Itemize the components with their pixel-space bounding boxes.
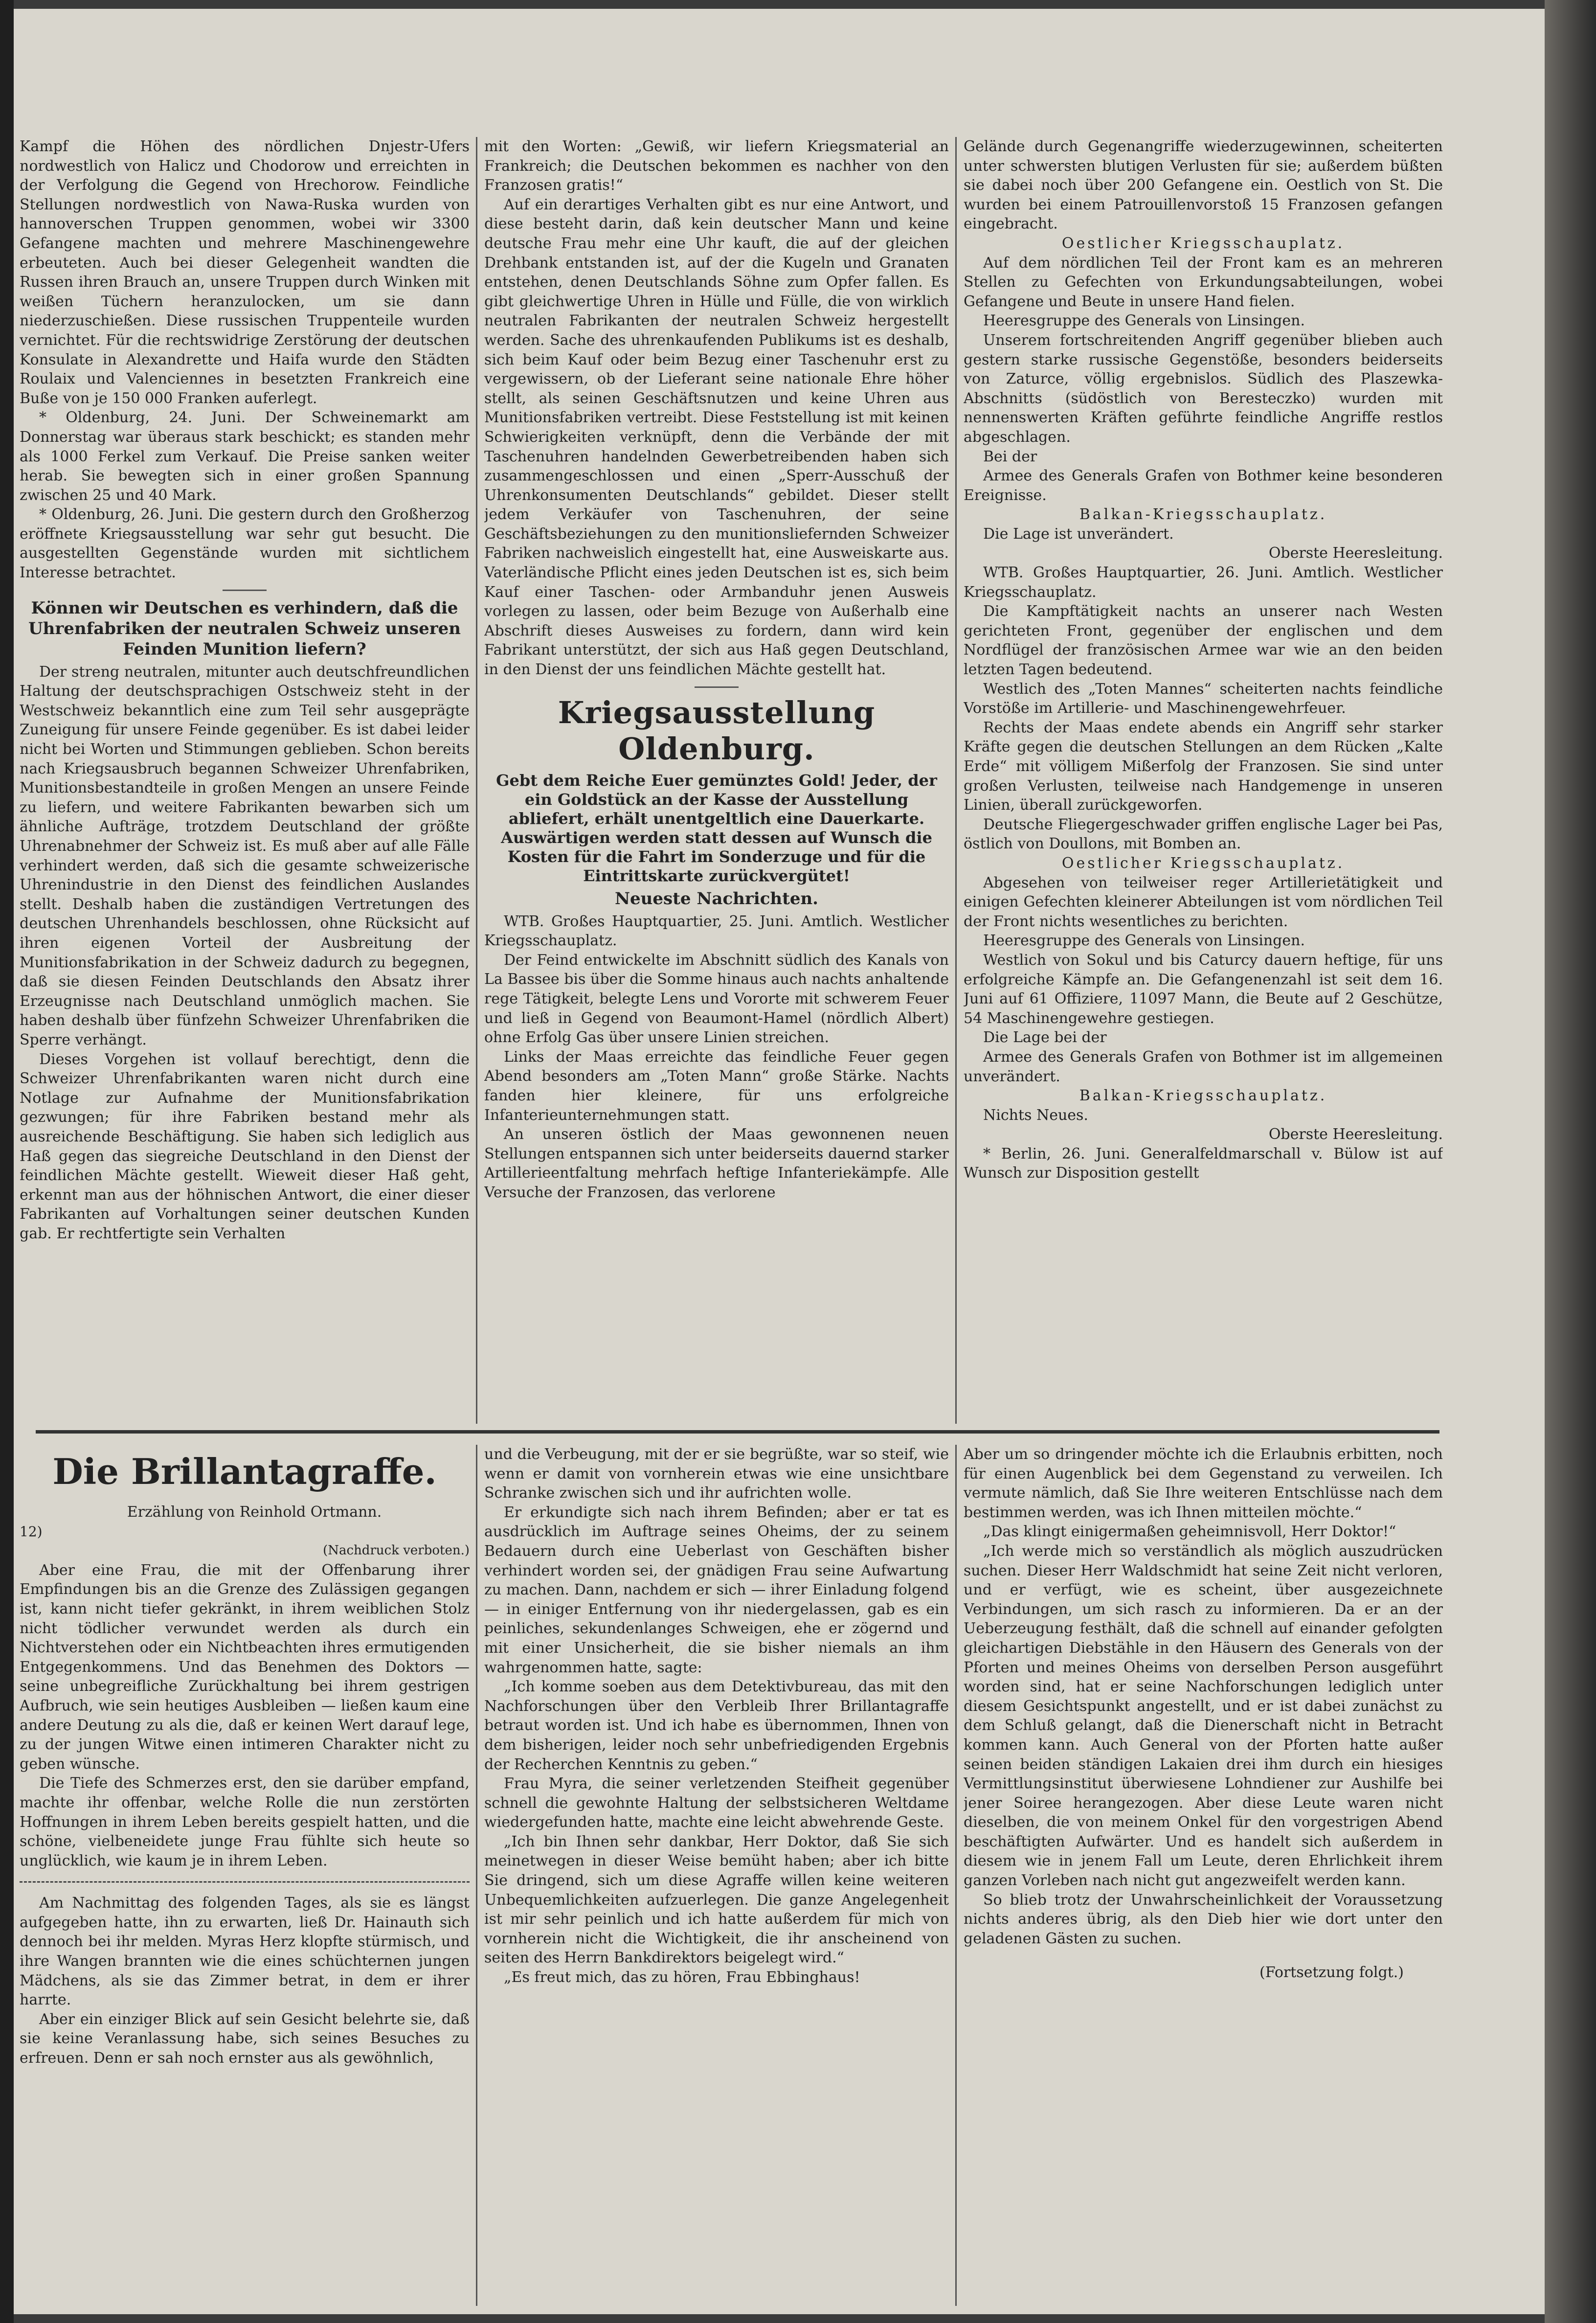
paragraph: Deutsche Fliegergeschwader griffen englische Lager bei Pas, östlich von Doullons, mit Bomben an.	[964, 816, 1443, 853]
paragraph: Am Nachmittag des folgenden Tages, als sie es längst aufgegeben hatte, ihn zu erwarten, ließ Dr. Hainauth sich dennoch bei ihr melden. Myras Herz klopfte stürmisch, und ihre Wangen brannten wie die eines schüchternen jungen Mädchens, als sie das Zimmer betrat, in dem er ihrer harrte.	[20, 1894, 470, 2009]
column-rule	[476, 1445, 477, 2306]
instalment-number: 12)	[20, 1523, 43, 1540]
feuilleton-separator	[36, 1430, 1439, 1434]
section-heading: Oestlicher Kriegsschauplatz.	[1061, 234, 1345, 252]
paragraph: Auf dem nördlichen Teil der Front kam es an mehreren Stellen zu Gefechten von Erkundungsabteilungen, wobei Gefangene und Beute in unsere Hand fielen.	[964, 254, 1443, 310]
paragraph: „Ich bin Ihnen sehr dankbar, Herr Doktor, daß Sie sich meinetwegen in dieser Weise bemüht haben; aber ich bitte Sie dringend, sich um diese Agraffe willen keine weiteren Unbequemlichkeiten aufzuerlegen. Die ganze Angelegenheit ist mir sehr peinlich und ich hatte außerdem für mich von vornherein nicht die Wichtigkeit, die ihr anscheinend von seiten des Herrn Bankdirektors beigelegt wird.“	[484, 1833, 949, 1967]
paragraph: „Das klingt einigermaßen geheimnisvoll, Herr Doktor!“	[983, 1523, 1396, 1541]
to-be-continued: (Fortsetzung folgt.)	[1259, 1964, 1404, 1981]
paragraph: Die Lage bei der	[983, 1029, 1107, 1047]
paragraph: mit den Worten: „Gewiß, wir liefern Kriegsmaterial an Frankreich; die Deutschen bekommen es nachher von den Franzosen gratis!“	[484, 138, 949, 194]
paragraph: „Ich komme soeben aus dem Detektivbureau, das mit den Nachforschungen über den Verbleib Ihrer Brillantagraffe betraut worden ist. Und ich habe es übernommen, Ihnen von dem bisherigen, leider noch sehr unbefriedigenden Ergebnis der Recherchen Kenntnis zu geben.“	[484, 1678, 949, 1773]
paragraph: Die Kampftätigkeit nachts an unserer nach Westen gerichteten Front, gegenüber der englischen und dem Nordflügel der französischen Armee war wie an den beiden letzten Tagen bedeutend.	[964, 603, 1443, 679]
paragraph: Aber eine Frau, die mit der Offenbarung ihrer Empfindungen bis an die Grenze des Zulässigen gegangen ist, kann nicht tiefer gekränkt, in ihrem weiblichen Stolz nicht tödlicher verwundet werden als durch ein Nichtverstehen oder ein Nichtbeachten ihres ermutigenden Entgegenkommens. Und das Benehmen des Doktors — seine unbegreifliche Zurückhaltung bei ihrem gestrigen Aufbruch, wie sein heutiges Ausbleiben — ließen kaum eine andere Deutung zu als die, daß er keinen Wert darauf lege, zu der jungen Witwe einen intimeren Charakter nicht zu geben wünsche.	[20, 1561, 470, 1773]
paragraph: Links der Maas erreichte das feindliche Feuer gegen Abend besonders am „Toten Mann“ große Stärke. Nachts fanden hier kleinere, für uns erfolgreiche Infanterieunternehmungen statt.	[484, 1048, 949, 1124]
divider	[695, 686, 739, 688]
paragraph: Armee des Generals Grafen von Bothmer ist im allgemeinen unverändert.	[964, 1048, 1443, 1085]
signature: Oberste Heeresleitung.	[1268, 545, 1443, 562]
divider	[223, 590, 267, 591]
paragraph: Der Feind entwickelte im Abschnitt südlich des Kanals von La Bassee bis über die Somme hinaus auch nachts anhaltende rege Tätigkeit, belegte Lens und Vororte mit schwerem Feuer und ließ in Gegend von Beaumont-Hamel (nördlich Albert) ohne Erfolg Gas über unsere Linien streichen.	[484, 951, 949, 1047]
paragraph: Kampf die Höhen des nördlichen Dnjestr-Ufers nordwestlich von Halicz und Chodorow und erreichten in der Verfolgung die Gegend von Hrechorow. Feindliche Stellungen nordwestlich von Nawa-Ruska wurden von hannoverschen Truppen genommen, wobei wir 3300 Gefangene machten und mehrere Maschinengewehre erbeuteten. Auch bei dieser Gelegenheit wandten die Russen ihren Brauch an, unsere Truppen durch Winken mit weißen Tüchern heranzulocken, um sie dann niederzuschießen. Diese russischen Truppenteile wurden vernichtet. Für die rechtswidrige Zerstörung der deutschen Konsulate in Alexandrette und Haifa wurde den Städten Roulaix und Valenciennes in besetzten Frankreich eine Buße von je 150 000 Franken auferlegt.	[20, 138, 470, 407]
top-column-3	[964, 137, 1443, 1429]
signature: Oberste Heeresleitung.	[1268, 1126, 1443, 1143]
paragraph: Frau Myra, die seiner verletzenden Steifheit gegenüber schnell die gewohnte Haltung der selbstsicheren Weltdame wiedergefunden hatte, machte eine leicht abwehrende Geste.	[484, 1775, 949, 1831]
paragraph: Heeresgruppe des Generals von Linsingen.	[983, 312, 1305, 330]
paragraph: Er erkundigte sich nach ihrem Befinden; aber er tat es ausdrücklich im Auftrage seines Oheims, der zu seinem Bedauern durch eine Ueberlast von Geschäften bisher verhindert worden sei, der gnädigen Frau seine Aufwartung zu machen. Dann, nachdem er sich — ihrer Einladung folgend — in einiger Entfernung von ihr niedergelassen, gab es ein peinliches, sekundenlanges Schweigen, ehe er zögernd und mit einer Unsicherheit, die sie bisher niemals an ihm wahrgenommen hatte, sagte:	[484, 1503, 949, 1676]
paragraph: Nichts Neues.	[983, 1106, 1088, 1124]
section-heading: Balkan-Kriegsschauplatz.	[1079, 506, 1327, 524]
paragraph: Bei der	[983, 448, 1037, 465]
paragraph: So blieb trotz der Unwahrscheinlichkeit der Voraussetzung nichts anderes übrig, als den Dieb hier wie dort unter den geladenen Gästen zu suchen.	[964, 1891, 1443, 1947]
paragraph: * Berlin, 26. Juni. Generalfeldmarschall v. Bülow ist auf Wunsch zur Disposition gestellt	[964, 1145, 1443, 1182]
paragraph: Westlich des „Toten Mannes“ scheiterten nachts feindliche Vorstöße im Artillerie- und Maschinengewehrfeuer.	[964, 680, 1443, 717]
feuilleton-column-3	[964, 1445, 1443, 2306]
paragraph: Dieses Vorgehen ist vollauf berechtigt, denn die Schweizer Uhrenfabrikanten waren nicht durch eine Notlage zur Aufnahme der Munitionsfabrikation gezwungen; für ihre Fabriken bestand mehr als ausreichende Beschäftigung. Sie haben sich lediglich aus Haß gegen das siegreiche Deutschland in den Dienst der feindlichen Mächte gestellt. Wieweit dieser Haß geht, erkennt man aus der höhnischen Antwort, die einer dieser Fabrikanten auf Vorhaltungen seiner deutschen Kunden gab. Er rechtfertigte sein Verhalten	[20, 1050, 470, 1242]
paragraph: Die Lage ist unverändert.	[983, 525, 1174, 543]
copyright-notice: (Nachdruck verboten.)	[323, 1543, 470, 1558]
paragraph: WTB. Großes Hauptquartier, 25. Juni. Amtlich. Westlicher Kriegsschauplatz.	[484, 912, 949, 950]
paragraph: Aber um so dringender möchte ich die Erlaubnis erbitten, noch für einen Augenblick bei dem Gegenstand zu verweilen. Ich vermute nämlich, daß Sie Ihre weiteren Entschlüsse nach dem bestimmen werden, was ich Ihnen mitteilen möchte.“	[964, 1446, 1443, 1521]
feuilleton-column-1	[20, 1445, 470, 2306]
paragraph: Die Tiefe des Schmerzes erst, den sie darüber empfand, machte ihr offenbar, welche Rolle die nun zerstörten Hoffnungen in ihrem Leben bereits gespielt hatten, und die schöne, vielbeneidete junge Frau fühlte sich heute so unglücklich, wie kaum je in ihrem Leben.	[20, 1775, 470, 1869]
newspaper-page	[14, 9, 1545, 2314]
paragraph: Unserem fortschreitenden Angriff gegenüber blieben auch gestern starke russische Gegenstöße, besonders beiderseits von Zaturce, völlig ergebnislos. Südlich des Plaszewka-Abschnitts (südöstlich von Beresteczko) wurden mit nennenswerten Kräften geführte feindliche Angriffe restlos abgeschlagen.	[964, 331, 1443, 446]
scan-right-edge	[1545, 0, 1596, 2323]
section-heading: Oestlicher Kriegsschauplatz.	[1061, 854, 1345, 872]
article-headline: Können wir Deutschen es verhindern, daß die Uhrenfabriken der neutralen Schweiz unseren Feinden Munition liefern?	[28, 598, 461, 659]
paragraph: * Oldenburg, 24. Juni. Der Schweinemarkt am Donnerstag war überaus stark beschickt; es standen mehr als 1000 Ferkel zum Verkauf. Die Preise sanken weiter herab. Sie bewegten sich in einer großen Spannung zwischen 25 und 40 Mark.	[20, 409, 470, 504]
paragraph: * Oldenburg, 26. Juni. Die gestern durch den Großherzog eröffnete Kriegsausstellung war sehr gut besucht. Die ausgestellten Gegenstände wurden mit sichtlichem Interesse betrachtet.	[20, 506, 470, 582]
exhibition-appeal: Gebt dem Reiche Euer gemünztes Gold! Jeder, der ein Goldstück an der Kasse der Ausstellung abliefert, erhält unentgeltlich eine Dauerkarte.	[496, 771, 937, 828]
dashed-divider	[20, 1881, 470, 1883]
column-rule	[955, 137, 957, 1424]
paragraph: Auf ein derartiges Verhalten gibt es nur eine Antwort, und diese besteht darin, daß kein deutscher Mann und keine deutsche Frau mehr eine Uhr kauft, die auf der gleichen Drehbank entstanden ist, auf der die Kugeln und Granaten entstehen, denen Deutschlands Söhne zum Opfer fallen. Es gibt gleichwertige Uhren in Hülle und Fülle, die von wirklich neutralen Fabrikanten der neutralen Schweiz hergestellt werden. Sache des uhrenkaufenden Publikums ist es deshalb, sich beim Kauf oder beim Bezug einer Taschenuhr erst zu vergewissern, ob der Lieferant seine nationale Ehre höher stellt, als seinen Geschäftsnutzen und keine Uhren aus Munitionsfabriken vertreibt. Diese Feststellung ist mit keinen Schwierigkeiten verknüpft, denn die Verbände der mit Taschenuhren handelnden Gewerbetreibenden haben sich zusammengeschlossen und einen „Sperr-Ausschuß der Uhrenkonsumenten Deutschlands“ gebildet. Dieser stellt jedem Verkäufer von Taschenuhren, der seine Geschäftsbeziehungen zu den munitionsliefernden Schweizer Fabriken nachweislich eingestellt hat, eine Ausweiskarte aus. Vaterländische Pflicht eines jeden Deutschen ist es, sich beim Kauf einer Taschen- oder Armbanduhr jenen Ausweis vorlegen zu lassen, oder beim Bezuge von Außerhalb eine Abschrift dieses Ausweises zu fordern, dann wird kein Fabrikant unterstützt, der sich aus Haß gegen Deutschland, in den Dienst der uns feindlichen Mächte gestellt hat.	[484, 196, 949, 679]
news-heading: Neueste Nachrichten.	[614, 888, 819, 909]
scan-left-edge	[0, 0, 14, 2323]
paragraph: Armee des Generals Grafen von Bothmer keine besonderen Ereignisse.	[964, 467, 1443, 504]
top-column-2	[484, 137, 949, 1429]
exhibition-title: Kriegsausstellung Oldenburg.	[558, 694, 876, 767]
paragraph: „Ich werde mich so verständlich als möglich auszudrücken suchen. Dieser Herr Waldschmidt hat seine Zeit nicht verloren, und er verfügt, wie es scheint, über ausgezeichnete Verbindungen, um sich rasch zu informieren. Da er an der Ueberzeugung festhält, daß die schnell auf einander gefolgten gleichartigen Diebstähle in den Häusern des Generals von der Pforten und meines Oheims von derselben Person ausgeführt worden sind, hat er seine Nachforschungen lediglich unter diesem Gesichtspunkt angestellt, und er ist dabei zunächst zu dem Schluß gelangt, daß die Dienerschaft nicht in Betracht kommen kann. Auch General von der Pforten hatte außer seinen beiden ständigen Lakaien drei ihm durch ein hiesiges Vermittlungsinstitut überwiesene Lohndiener zur Aushilfe bei jener Soiree herangezogen. Aber diese Leute waren nicht dieselben, die von meinem Onkel für den vorgestrigen Abend beschäftigten Aufwärter. Und es handelt sich außerdem in diesem wie in jenem Fall um Leute, deren Ehrlichkeit ihrem ganzen Vorleben nach nicht gut angezweifelt werden kann.	[964, 1542, 1443, 1890]
paragraph: An unseren östlich der Maas gewonnenen neuen Stellungen entspannen sich unter beiderseits dauernd starker Artillerieentfaltung mehrfach heftige Infanteriekämpfe. Alle Versuche der Franzosen, das verlorene	[484, 1126, 949, 1201]
exhibition-appeal: Auswärtigen werden statt dessen auf Wunsch die Kosten für die Fahrt im Sonderzuge und für die Eintrittskarte zurückvergütet!	[501, 828, 932, 885]
story-byline: Erzählung von Reinhold Ortmann.	[127, 1503, 382, 1521]
top-column-1	[20, 137, 470, 1429]
column-rule	[476, 137, 477, 1424]
paragraph: Aber ein einziger Blick auf sein Gesicht belehrte sie, daß sie keine Veranlassung habe, sich seines Besuches zu erfreuen. Denn er sah noch ernster aus als gewöhnlich,	[20, 2010, 470, 2067]
paragraph: WTB. Großes Hauptquartier, 26. Juni. Amtlich. Westlicher Kriegsschauplatz.	[964, 564, 1443, 601]
paragraph: Westlich von Sokul und bis Caturcy dauern heftige, für uns erfolgreiche Kämpfe an. Die Gefangenenzahl ist seit dem 16. Juni auf 61 Offiziere, 11097 Mann, die Beute auf 2 Geschütze, 54 Maschinengewehre gestiegen.	[964, 951, 1443, 1027]
story-title: Die Brillantagraffe.	[52, 1451, 437, 1492]
paragraph: Gelände durch Gegenangriffe wiederzugewinnen, scheiterten unter schwersten blutigen Verlusten für sie; außerdem büßten sie dabei noch über 200 Gefangene ein. Oestlich von St. Die wurden bei einem Patrouillenvorstoß 15 Franzosen gefangen eingebracht.	[964, 138, 1443, 233]
paragraph: „Es freut mich, das zu hören, Frau Ebbinghaus!	[504, 1969, 860, 1986]
paragraph: Rechts der Maas endete abends ein Angriff sehr starker Kräfte gegen die deutschen Stellungen an dem Rücken „Kalte Erde“ mit völligem Mißerfolg der Franzosen. Sie sind unter großen Verlusten, teilweise nach Handgemenge in unseren Linien, überall zurückgeworfen.	[964, 719, 1443, 814]
paragraph: und die Verbeugung, mit der er sie begrüßte, war so steif, wie wenn er damit von vornherein etwas wie eine unsichtbare Schranke zwischen sich und ihr aufrichten wolle.	[484, 1446, 949, 1502]
paragraph: Abgesehen von teilweiser reger Artillerietätigkeit und einigen Gefechten kleinerer Abteilungen ist vom nördlichen Teil der Front nichts wesentliches zu berichten.	[964, 874, 1443, 930]
paragraph: Der streng neutralen, mitunter auch deutschfreundlichen Haltung der deutschsprachigen Ostschweiz steht in der Westschweiz bekanntlich eine zum Teil sehr ausgeprägte Zuneigung für unsere Feinde gegenüber. Es ist dabei leider nicht bei Worten und Stimmungen geblieben. Schon bereits nach Kriegsausbruch begannen Schweizer Uhrenfabriken, Munitionsbestandteile in großen Mengen an unsere Feinde zu liefern, und weitere Fabrikanten bewarben sich um ähnliche Aufträge, trotzdem Deutschland der größte Uhrenabnehmer der Schweiz ist. Es muß aber auf alle Fälle verhindert werden, daß sich die gesamte schweizerische Uhrenindustrie in den Dienst des feindlichen Auslandes stellt. Deshalb haben die zuständigen Vertretungen des deutschen Uhrenhandels beschlossen, ohne Rücksicht auf ihren eigenen Vorteil der Ausbreitung der Munitionsfabrikation in der Schweiz dadurch zu begegnen, daß sie diesen Feinden Deutschlands den Absatz ihrer Erzeugnisse nach Deutschland unmöglich machen. Sie haben deshalb über fünfzehn Schweizer Uhrenfabriken die Sperre verhängt.	[20, 663, 470, 1048]
column-rule	[955, 1445, 957, 2306]
paragraph: Heeresgruppe des Generals von Linsingen.	[983, 932, 1305, 950]
section-heading: Balkan-Kriegsschauplatz.	[1079, 1087, 1327, 1105]
feuilleton-column-2	[484, 1445, 949, 2306]
